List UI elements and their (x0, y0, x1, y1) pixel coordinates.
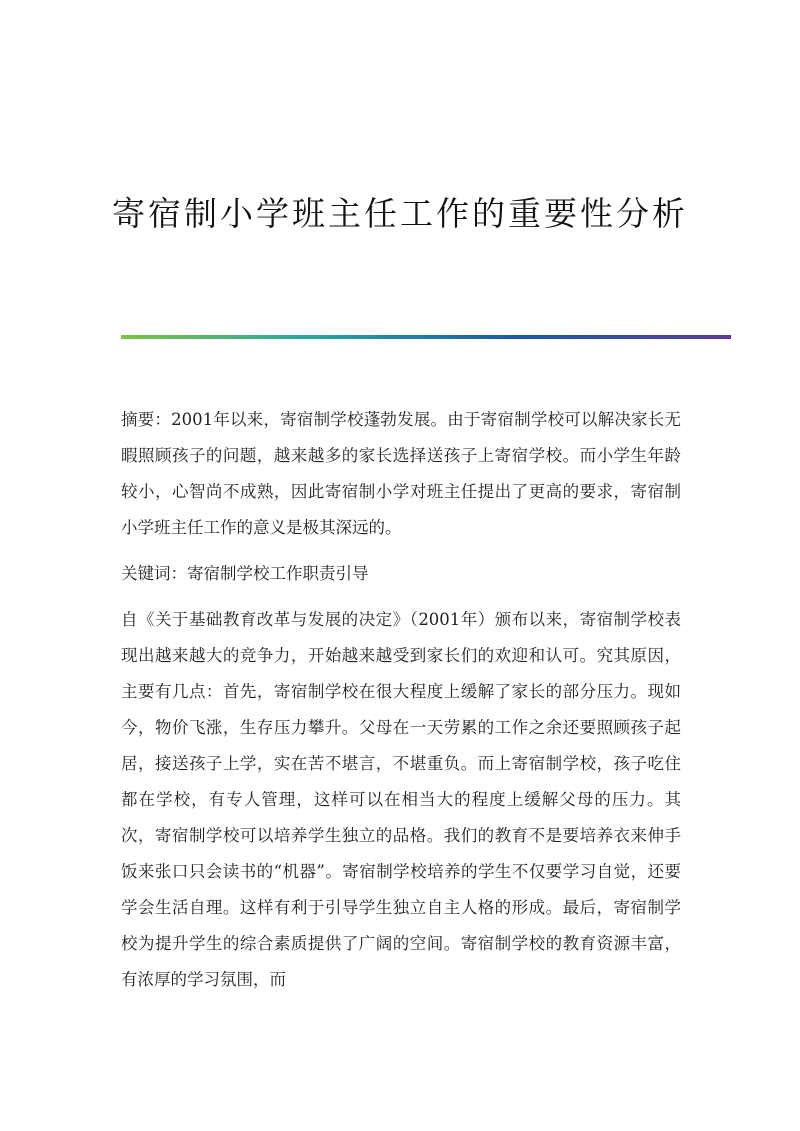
keywords-paragraph: 关键词：寄宿制学校工作职责引导 (121, 564, 369, 583)
document-body (121, 402, 681, 1008)
gradient-divider (121, 335, 731, 339)
abstract-paragraph: 摘要：2001年以来，寄宿制学校蓬勃发展。由于寄宿制学校可以解决家长无暇照顾孩子的问题，越来越多的家长选择送孩子上寄宿学校。而小学生年龄较小，心智尚不成熟，因此寄宿制小学对班主任提出了更高的要求，寄宿制小学班主任工作的意义是极其深远的。 (121, 410, 681, 537)
document-title: 寄宿制小学班主任工作的重要性分析 (112, 194, 688, 233)
body-paragraph: 自《关于基础教育改革与发展的决定》（2001年）颁布以来，寄宿制学校表现出越来越大的竞争力，开始越来越受到家长们的欢迎和认可。究其原因，主要有几点：首先，寄宿制学校在很大程度上缓解了家长的部分压力。现如今，物价飞涨，生存压力攀升。父母在一天劳累的工作之余还要照顾孩子起居，接送孩子上学，实在苦不堪言，不堪重负。而上寄宿制学校，孩子吃住都在学校，有专人管理，这样可以在相当大的程度上缓解父母的压力。其次，寄宿制学校可以培养学生独立的品格。我们的教育不是要培养衣来伸手饭来张口只会读书的“机器”。寄宿制学校培养的学生不仅要学习自觉，还要学会生活自理。这样有利于引导学生独立自主人格的形成。最后，寄宿制学校为提升学生的综合素质提供了广阔的空间。寄宿制学校的教育资源丰富，有浓厚的学习氛围，而 (121, 610, 681, 989)
